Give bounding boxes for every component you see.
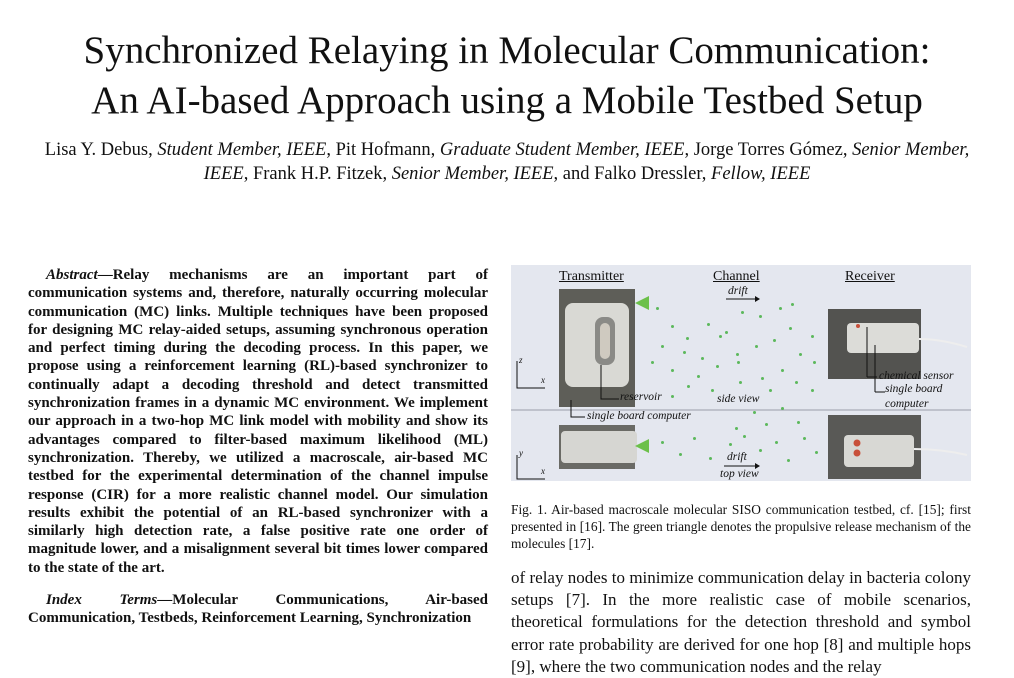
molecule-dot <box>661 441 664 444</box>
molecule-dot <box>803 437 806 440</box>
transmitter-top-device <box>561 431 637 463</box>
molecule-dot <box>789 327 792 330</box>
molecule-dot <box>787 459 790 462</box>
molecule-dot <box>811 389 814 392</box>
molecule-dot <box>791 303 794 306</box>
index-terms-text: —Molecular Communications, Air-based Communication, Testbeds, Reinforcement Learning, Synchronization <box>28 592 488 627</box>
molecule-dot <box>729 443 732 446</box>
molecule-dot <box>743 435 746 438</box>
molecule-dot <box>736 353 739 356</box>
abstract-paragraph <box>28 266 488 577</box>
abstract-heading: Abstract <box>46 267 98 283</box>
figure-caption: Fig. 1. Air-based macroscale molecular SISO communication testbed, cf. [15]; first presented in [16]. The green triangle denotes the propulsive release mechanism of the molecules [17]. <box>511 502 971 551</box>
molecule-dot <box>753 411 756 414</box>
author-name: Lisa Y. Debus <box>44 140 149 160</box>
receiver-label: Receiver <box>845 269 895 284</box>
channel-label: Channel <box>713 269 760 284</box>
reservoir-label: reservoir <box>620 391 662 403</box>
release-triangle-top <box>635 439 649 453</box>
molecule-dot <box>769 389 772 392</box>
molecule-dot <box>709 457 712 460</box>
abstract-section <box>28 266 488 628</box>
sbc-left-label: single board computer <box>587 410 691 422</box>
molecule-dot <box>725 331 728 334</box>
molecule-dot <box>719 335 722 338</box>
chemical-sensor-label: chemical sensor <box>879 370 954 382</box>
chemical-sensor-led <box>854 440 861 447</box>
paper-title <box>0 26 1014 126</box>
molecule-dot <box>671 369 674 372</box>
molecule-dot <box>795 381 798 384</box>
molecule-dot <box>799 353 802 356</box>
molecule-dot <box>755 345 758 348</box>
author-affiliation: Senior Member, IEEE <box>391 164 554 184</box>
molecule-dot <box>737 361 740 364</box>
molecule-dot <box>651 361 654 364</box>
molecule-dot <box>741 311 744 314</box>
molecule-dot <box>656 307 659 310</box>
molecule-dot <box>811 335 814 338</box>
author-list: Lisa Y. Debus, Student Member, IEEE, Pit Hofmann, Graduate Student Member, IEEE, Jorge Torres Gómez, Senior Member, IEEE, Frank H.P. Fitzek, Senior Member, IEEE, and Falko Dressler, Fellow, IEEE <box>44 140 970 184</box>
author-affiliation: Senior Member, IEEE <box>203 140 970 184</box>
molecule-dot <box>679 453 682 456</box>
molecule-dot <box>813 361 816 364</box>
axis-y-label: y <box>519 448 523 458</box>
molecule-dot <box>701 357 704 360</box>
author-name: Falko Dressler <box>594 164 702 184</box>
molecule-dot <box>693 437 696 440</box>
molecule-dot <box>661 345 664 348</box>
author-affiliation: Fellow, IEEE <box>711 164 811 184</box>
molecule-dot <box>707 323 710 326</box>
body-paragraph: of relay nodes to minimize communication delay in bacteria colony setups [7]. In the more realistic case of mobile scenarios, theoretical formulations for the detection threshold and symbol error rate probability are derived for one hop [8] and multiple hops [9], where the two communication nodes and the relay <box>511 568 971 676</box>
transmitter-label: Transmitter <box>559 269 624 284</box>
molecule-dot <box>735 427 738 430</box>
sbc-right-label-2: computer <box>885 398 929 410</box>
drift-label-top: drift <box>727 451 747 463</box>
sbc-right-label-1: single board <box>885 383 943 395</box>
axis-x-label-side: x <box>541 375 545 385</box>
molecule-dot <box>781 407 784 410</box>
molecule-dot <box>671 325 674 328</box>
title-line-1: Synchronized Relaying in Molecular Communication: <box>83 29 931 72</box>
molecule-dot <box>781 369 784 372</box>
molecule-dot <box>765 423 768 426</box>
author-affiliation: Graduate Student Member, IEEE <box>439 140 685 160</box>
release-triangle-side <box>635 296 649 310</box>
author-name: Frank H.P. Fitzek <box>252 164 383 184</box>
index-terms-paragraph <box>28 591 488 628</box>
side-view-label: side view <box>717 393 760 405</box>
title-line-2: An AI-based Approach using a Mobile Testbed Setup <box>91 79 923 122</box>
author-name: Jorge Torres Gómez <box>693 140 843 160</box>
molecule-dot <box>759 449 762 452</box>
molecule-dot <box>711 389 714 392</box>
molecule-dot <box>761 377 764 380</box>
molecule-dot <box>773 339 776 342</box>
molecule-dot <box>815 451 818 454</box>
molecule-dot <box>683 351 686 354</box>
molecule-dot <box>775 441 778 444</box>
molecule-dot <box>686 337 689 340</box>
testbed-figure <box>511 265 971 481</box>
abstract-text: —Relay mechanisms are an important part of communication systems and, therefore, naturally occurring molecular communication (MC) links. Multiple techniques have been proposed for designing MC relay-aided setups, assuming synchronous operation and perfect timing during the decoding process. In this paper, we propose using a reinforcement learning (RL)-based synchronizer to continually adapt a decoding threshold and detect transmitted synchronization frames in a dynamic MC environment. We implement our approach in a two-hop MC link model with mobility and show its advantages compared to filter-based maximum likelihood (ML) synchronization. Thereby, we utilized a macroscale, air-based MC testbed for the experimental determination of the channel impulse response (CIR) for a more realistic channel model. Our simulation results exhibit the potential of an RL-based synchronizer with a similarly high detection rate, a false positive rate one order of magnitude lower, and a misalignment several bit times lower compared to the state of the art. <box>28 267 488 576</box>
axis-z-label: z <box>519 355 523 365</box>
molecule-dot <box>797 421 800 424</box>
top-view-label: top view <box>720 468 759 480</box>
author-affiliation: Student Member, IEEE <box>157 140 327 160</box>
molecule-dot <box>687 385 690 388</box>
molecule-dot <box>739 381 742 384</box>
drift-label-side: drift <box>728 285 748 297</box>
axis-x-label-top: x <box>541 466 545 476</box>
molecule-dot <box>697 375 700 378</box>
molecule-dot <box>759 315 762 318</box>
index-terms-heading: Index Terms <box>46 592 158 609</box>
molecule-dot <box>779 307 782 310</box>
author-name: Pit Hofmann <box>335 140 431 160</box>
molecule-dot <box>716 365 719 368</box>
molecule-dot <box>671 395 674 398</box>
